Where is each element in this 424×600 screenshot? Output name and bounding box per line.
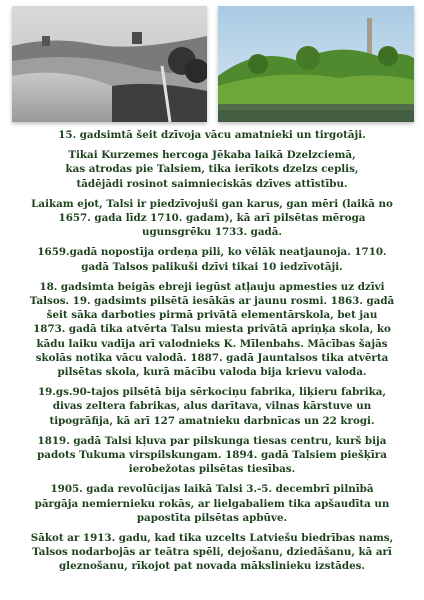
text-line: 1819. gadā Talsi kļuva par pilskunga tiesas centru, kurš bija [37, 434, 387, 447]
text-line: kādu laiku vadīja arī valodnieks K. Mīlenbahs. Mācības šajās [36, 337, 388, 350]
paragraph [14, 148, 410, 191]
text-line: padots Tukuma virspilskungam. 1894. gadā Talsiem piešķīra [37, 449, 387, 462]
text-line: kas atrodas pie Talsiem, tika ierīkots dzelzs ceplis, [65, 163, 359, 176]
text-line: Talsos nodarbojās ar teātra spēli, dejošanu, dziedāšanu, kā arī [32, 546, 392, 559]
paragraph [14, 531, 410, 574]
photo-strip [0, 6, 424, 126]
paragraph [14, 197, 410, 240]
paragraph [14, 280, 410, 379]
history-text [14, 128, 410, 580]
text-line: pilsētas skola, kurā mācību valoda bija krievu valoda. [57, 366, 367, 379]
text-line: Talsos. 19. gadsimts pilsētā iesākās ar jaunu rosmi. 1863. gadā [29, 295, 395, 308]
text-line: 18. gadsimta beigās ebreji iegūst atļauju apmesties uz dzīvi [39, 280, 385, 293]
paragraph [14, 482, 410, 525]
text-line: ierobežotas pilsētas tiesības. [128, 463, 296, 476]
text-line: 1905. gada revolūcijas laikā Talsi 3.-5. decembrī pilnībā [50, 483, 374, 496]
text-line: Laikam ejot, Talsi ir piedzīvojuši gan karus, gan mēri (laikā no [31, 197, 393, 210]
text-line: gleznošanu, rīkojot pat novada mākslinieku izstādes. [58, 560, 366, 573]
text-line: papostīta pilsētas apbūve. [136, 511, 288, 524]
text-line: 1659.gadā nopostīja ordeņa pili, ko vēlāk neatjaunoja. 1710. [37, 246, 387, 259]
historic-town-photo [12, 6, 207, 122]
paragraph [14, 434, 410, 477]
paragraph [14, 128, 410, 142]
text-line: 1657. gada līdz 1710. gadam), kā arī pilsētas mēroga [58, 212, 366, 225]
hill-tower-lake-photo [218, 6, 414, 122]
text-line: 19.gs.90-tajos pilsētā bija sērkociņu fabrika, liķieru fabrika, [37, 386, 387, 399]
text-line: divas zeltera fabrikas, alus darītava, vilnas kārstuve un [52, 400, 372, 413]
text-line: tipogrāfija, kā arī 127 amatnieku darbnīcas un 22 krogi. [49, 414, 375, 427]
paragraph [14, 385, 410, 428]
text-line: ugunsgrēku 1733. gadā. [142, 226, 282, 239]
text-line: 1873. gadā tika atvērta Talsu miesta privātā apriņķa skola, ko [33, 323, 391, 336]
text-line: 15. gadsimtā šeit dzīvoja vācu amatnieki un tirgotāji. [58, 129, 366, 141]
text-line: pārgāja nemiernieku rokās, ar lielgabaliem tika apšaudīta un [34, 497, 390, 510]
text-line: Tikai Kurzemes hercoga Jēkaba laikā Dzelzciemā, [68, 149, 356, 162]
text-line: skolās notika vācu valodā. 1887. gadā Jauntalsos tika atvērta [35, 351, 389, 364]
text-line: gadā Talsos palikuši dzīvi tikai 10 iedzīvotāji. [81, 260, 343, 273]
paragraph [14, 245, 410, 273]
text-line: Sākot ar 1913. gadu, kad tika uzcelts Latviešu biedrības nams, [30, 532, 394, 545]
text-line: šeit sāka darboties pirmā privātā elementārskola, bet jau [46, 309, 378, 322]
text-line: tādējādi rosinot saimnieciskās dzīves attīstību. [76, 177, 348, 190]
